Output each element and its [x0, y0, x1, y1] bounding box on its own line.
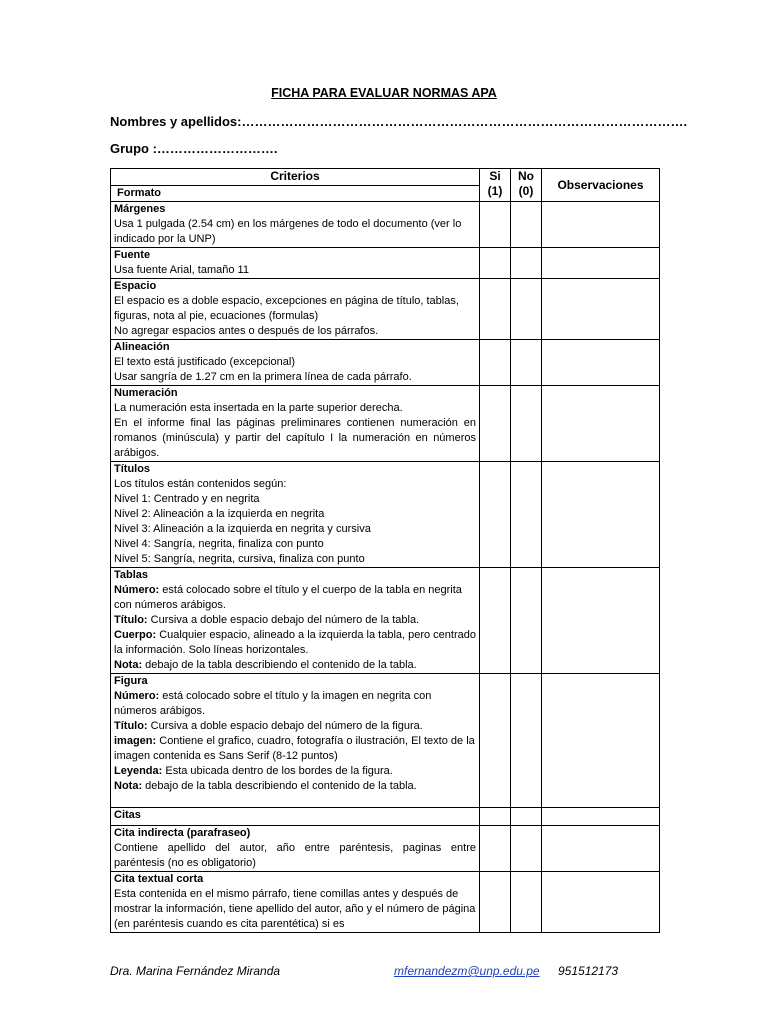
si-cell[interactable]	[480, 340, 511, 386]
footer-email-link[interactable]: mfernandezm@unp.edu.pe	[394, 964, 540, 978]
criterion-text: El texto está justificado (excepcional)	[114, 356, 295, 368]
criterion-cita-textual	[111, 872, 480, 933]
criterion-text: Nivel 1: Centrado y en negrita	[114, 493, 260, 505]
term-cuerpo: Cuerpo:	[114, 629, 157, 641]
criterion-titulos	[111, 462, 480, 568]
criterion-text: Usa 1 pulgada (2.54 cm) en los márgenes de todo el documento (ver lo indicado por la UNP)	[114, 218, 462, 245]
header-si-label: Si	[489, 169, 501, 183]
criterion-title: Tablas	[114, 569, 149, 581]
header-row	[111, 169, 660, 186]
criterion-text: Nivel 3: Alineación a la izquierda en negrita y cursiva	[114, 523, 371, 535]
header-observaciones: Observaciones	[542, 169, 660, 202]
term-nota-desc: debajo de la tabla describiendo el contenido de la tabla.	[142, 780, 417, 792]
criterion-title: Títulos	[114, 463, 151, 475]
criterion-title: Cita textual corta	[114, 873, 204, 885]
observaciones-cell[interactable]	[542, 808, 660, 826]
no-cell[interactable]	[511, 826, 542, 872]
criterion-text: Esta contenida en el mismo párrafo, tiene comillas antes y después de mostrar la información, tiene apellido del autor, año y el número de página (en paréntesis cuando es cita parentética) si es	[114, 888, 476, 930]
criterion-title: Espacio	[114, 280, 157, 292]
observaciones-cell[interactable]	[542, 386, 660, 462]
criterion-row-cita-indirecta	[111, 826, 660, 872]
criterion-title: Márgenes	[114, 203, 166, 215]
observaciones-cell[interactable]	[542, 462, 660, 568]
criterion-text	[114, 613, 476, 628]
si-cell[interactable]	[480, 386, 511, 462]
criterion-text	[114, 628, 476, 658]
criterion-numeracion	[111, 386, 480, 462]
criterion-figura	[111, 674, 480, 808]
criterion-row-tablas	[111, 568, 660, 674]
si-cell[interactable]	[480, 248, 511, 279]
observaciones-cell[interactable]	[542, 872, 660, 933]
si-cell[interactable]	[480, 202, 511, 248]
criterion-text	[114, 583, 476, 613]
criterion-text: Nivel 4: Sangría, negrita, finaliza con punto	[114, 538, 324, 550]
observaciones-cell[interactable]	[542, 674, 660, 808]
criterion-margenes	[111, 202, 480, 248]
criterion-text: En el informe final las páginas preliminares contienen numeración en romanos (minúscula) y partir del capítulo I la numeración en números arábigos.	[114, 417, 476, 459]
no-cell[interactable]	[511, 386, 542, 462]
si-cell[interactable]	[480, 872, 511, 933]
criterion-row-cita-textual	[111, 872, 660, 933]
criterion-citas	[111, 808, 480, 826]
evaluation-table	[110, 168, 660, 933]
formato-label: Formato	[111, 186, 480, 202]
criterion-text: Nivel 5: Sangría, negrita, cursiva, finaliza con punto	[114, 553, 365, 565]
si-cell[interactable]	[480, 462, 511, 568]
criterion-row-fuente	[111, 248, 660, 279]
header-si-value: (1)	[487, 184, 503, 198]
criterion-row-figura	[111, 674, 660, 808]
term-numero: Número:	[114, 584, 160, 596]
criterion-title: Alineación	[114, 341, 170, 353]
term-numero-desc: está colocado sobre el título y el cuerpo de la tabla en negrita con números arábigos.	[114, 584, 462, 611]
term-nota-desc: debajo de la tabla describiendo el contenido de la tabla.	[142, 659, 417, 671]
term-imagen: imagen:	[114, 735, 157, 747]
no-cell[interactable]	[511, 202, 542, 248]
document-title: FICHA PARA EVALUAR NORMAS APA	[271, 86, 497, 100]
observaciones-cell[interactable]	[542, 202, 660, 248]
header-no	[511, 169, 542, 202]
header-criterios: Criterios	[111, 169, 480, 186]
criterion-text	[114, 689, 476, 719]
criterion-title: Fuente	[114, 249, 151, 261]
criterion-text: La numeración esta insertada en la parte superior derecha.	[114, 402, 403, 414]
term-numero-desc: está colocado sobre el título y la imagen en negrita con números arábigos.	[114, 690, 432, 717]
header-no-value: (0)	[518, 184, 534, 198]
criterion-text: Usa fuente Arial, tamaño 11	[114, 264, 249, 276]
footer-author: Dra. Marina Fernández Miranda	[110, 964, 281, 978]
observaciones-cell[interactable]	[542, 340, 660, 386]
si-cell[interactable]	[480, 826, 511, 872]
no-cell[interactable]	[511, 674, 542, 808]
criterion-text	[114, 658, 476, 673]
criterion-title: Numeración	[114, 387, 178, 399]
no-cell[interactable]	[511, 340, 542, 386]
criterion-text	[114, 734, 476, 764]
no-cell[interactable]	[511, 808, 542, 826]
criterion-text	[114, 719, 476, 734]
no-cell[interactable]	[511, 279, 542, 340]
criterion-text: Nivel 2: Alineación a la izquierda en negrita	[114, 508, 325, 520]
header-no-label: No	[518, 169, 534, 183]
criterion-text: Contiene apellido del autor, año entre paréntesis, paginas entre paréntesis (no es obligatorio)	[114, 842, 476, 869]
term-numero: Número:	[114, 690, 160, 702]
observaciones-cell[interactable]	[542, 568, 660, 674]
term-titulo: Título:	[114, 614, 148, 626]
criterion-text: Los títulos están contenidos según:	[114, 478, 287, 490]
term-titulo: Título:	[114, 720, 148, 732]
criterion-fuente	[111, 248, 480, 279]
si-cell[interactable]	[480, 568, 511, 674]
si-cell[interactable]	[480, 674, 511, 808]
term-nota: Nota:	[114, 659, 143, 671]
criterion-cita-indirecta	[111, 826, 480, 872]
criterion-text: No agregar espacios antes o después de los párrafos.	[114, 325, 379, 337]
criterion-row-espacio	[111, 279, 660, 340]
no-cell[interactable]	[511, 872, 542, 933]
criterion-text: El espacio es a doble espacio, excepciones en página de título, tablas, figuras, nota al pie, ecuaciones (formulas)	[114, 295, 459, 322]
criterion-row-alineacion	[111, 340, 660, 386]
footer-phone: 951512173	[558, 964, 619, 978]
header-si	[480, 169, 511, 202]
term-leyenda: Leyenda:	[114, 765, 163, 777]
observaciones-cell[interactable]	[542, 279, 660, 340]
criterion-espacio	[111, 279, 480, 340]
si-cell[interactable]	[480, 279, 511, 340]
observaciones-cell[interactable]	[542, 826, 660, 872]
criterion-alineacion	[111, 340, 480, 386]
si-cell[interactable]	[480, 808, 511, 826]
criterion-row-margenes	[111, 202, 660, 248]
names-field-label: Nombres y apellidos:………………………………………………………………………………………….	[110, 114, 688, 129]
no-cell[interactable]	[511, 248, 542, 279]
term-leyenda-desc: Esta ubicada dentro de los bordes de la figura.	[162, 765, 393, 777]
criterion-row-citas	[111, 808, 660, 826]
term-imagen-desc: Contiene el grafico, cuadro, fotografía o ilustración, El texto de la imagen contenida es Sans Serif (8-12 puntos)	[114, 735, 475, 762]
term-cuerpo-desc: Cualquier espacio, alineado a la izquierda la tabla, pero centrado la información. Solo líneas horizontales.	[114, 629, 476, 656]
term-nota: Nota:	[114, 780, 143, 792]
group-field-label: Grupo :……………………….	[110, 141, 278, 156]
criterion-text	[114, 764, 476, 779]
criterion-row-numeracion	[111, 386, 660, 462]
criterion-row-titulos	[111, 462, 660, 568]
criterion-text	[114, 779, 476, 794]
criterion-title: Cita indirecta (parafraseo)	[114, 827, 251, 839]
term-titulo-desc: Cursiva a doble espacio debajo del número de la tabla.	[147, 614, 420, 626]
criterion-text: Usar sangría de 1.27 cm en la primera línea de cada párrafo.	[114, 371, 412, 383]
no-cell[interactable]	[511, 462, 542, 568]
criterion-title: Figura	[114, 675, 148, 687]
criterion-tablas	[111, 568, 480, 674]
criterion-title: Citas	[114, 809, 141, 821]
observaciones-cell[interactable]	[542, 248, 660, 279]
term-titulo-desc: Cursiva a doble espacio debajo del número de la figura.	[147, 720, 423, 732]
no-cell[interactable]	[511, 568, 542, 674]
